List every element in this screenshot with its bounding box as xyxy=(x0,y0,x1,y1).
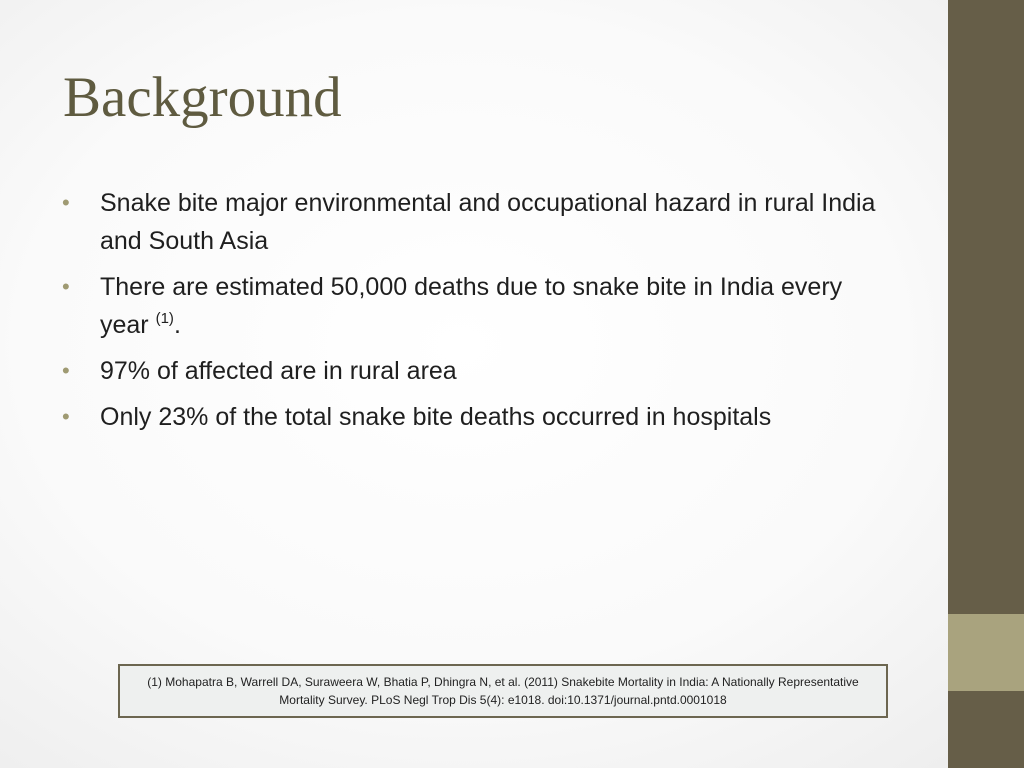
bullet-text: 97% of affected are in rural area xyxy=(100,357,457,385)
side-decoration-accent xyxy=(948,614,1024,691)
bullet-item xyxy=(62,268,892,344)
bullet-item xyxy=(62,184,892,260)
bullet-text-suffix: . xyxy=(173,311,181,339)
bullet-list xyxy=(62,184,892,444)
bullet-item xyxy=(62,352,892,390)
citation-superscript: (1) xyxy=(155,310,174,327)
bullet-item xyxy=(62,398,892,436)
bullet-dot-icon: • xyxy=(62,190,70,215)
slide-title: Background xyxy=(63,66,342,129)
bullet-text: Snake bite major environmental and occupational hazard in rural India and South Asia xyxy=(100,189,876,255)
bullet-dot-icon: • xyxy=(62,358,70,383)
bullet-text: There are estimated 50,000 deaths due to snake bite in India every year xyxy=(100,273,843,339)
reference-box xyxy=(118,664,888,718)
bullet-dot-icon: • xyxy=(62,274,70,299)
reference-text: (1) Mohapatra B, Warrell DA, Suraweera W, Bhatia P, Dhingra N, et al. (2011) Snakebite Mortality in India: A Nationally Representative Mortality Survey. PLoS Negl Trop Dis 5(4): e1018. doi:10.1371/journal.pntd.0001018 xyxy=(147,675,859,707)
bullet-text: Only 23% of the total snake bite deaths occurred in hospitals xyxy=(100,403,772,431)
bullet-dot-icon: • xyxy=(62,404,70,429)
